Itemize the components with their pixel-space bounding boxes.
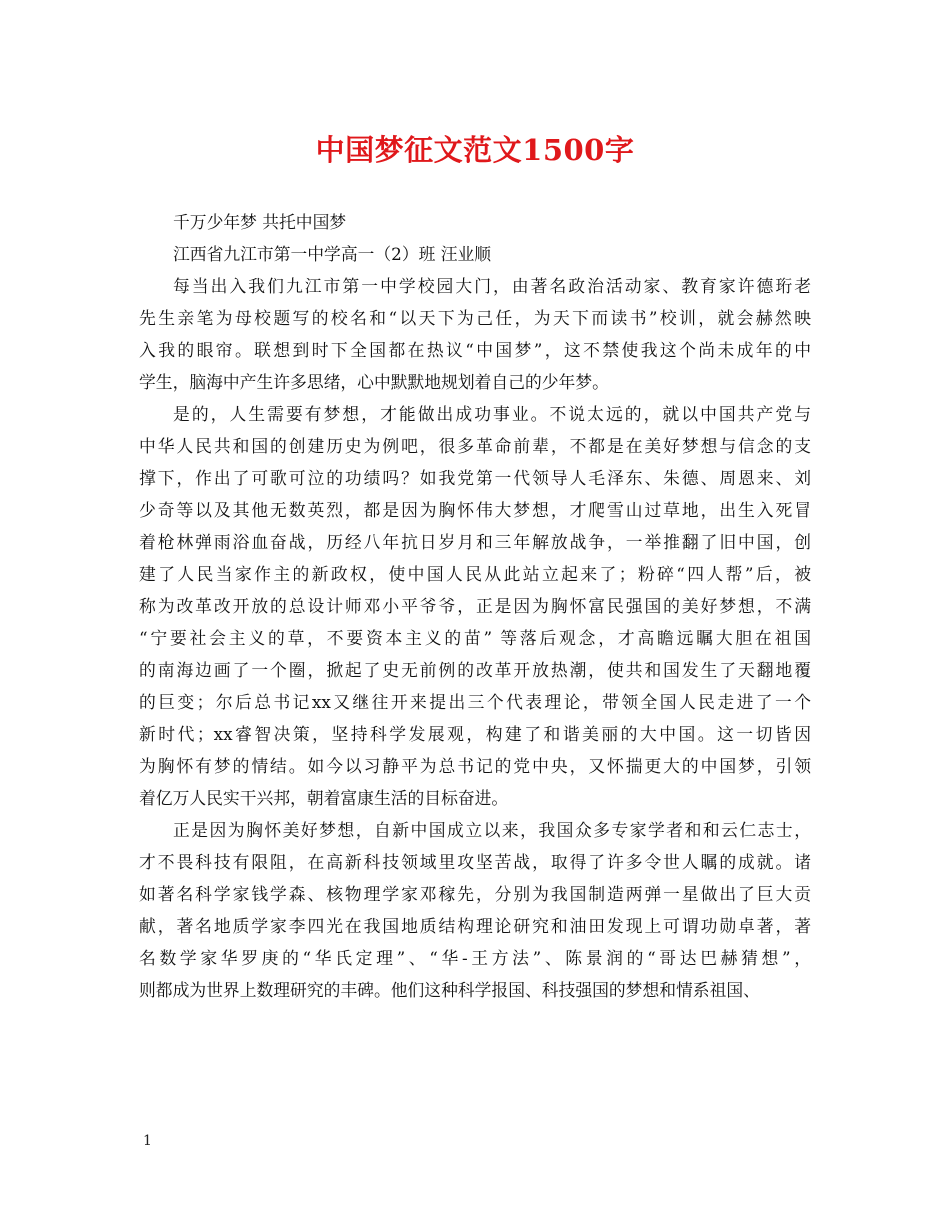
paragraph-line: 为胸怀有梦的情结。如今以习静平为总书记的党中央，又怀揣更大的中国梦，引领	[139, 756, 811, 776]
paragraph-line: 的巨变；尔后总书记xx又继往开来提出三个代表理论，带领全国人民走进了一个	[139, 692, 811, 712]
paragraph-line: 江西省九江市第一中学高一（2）班 汪业顺	[173, 244, 492, 264]
paragraph-line: 先生亲笔为母校题写的校名和“以天下为己任，为天下而读书”校训，就会赫然映	[139, 308, 811, 328]
paragraph-line: 才不畏科技有限阻，在高新科技领域里攻坚苦战，取得了许多令世人瞩的成就。诸	[139, 852, 811, 872]
document-body	[139, 206, 811, 1006]
paragraph-line: 称为改革改开放的总设计师邓小平爷爷，正是因为胸怀富民强国的美好梦想，不满	[139, 596, 811, 616]
paragraph-line: “宁要社会主义的草，不要资本主义的苗” 等落后观念，才高瞻远瞩大胆在祖国	[139, 628, 811, 648]
paragraph	[139, 398, 811, 814]
paragraph	[139, 238, 811, 270]
paragraph-line: 名数学家华罗庚的“华氏定理”、“华-王方法”、陈景润的“哥达巴赫猜想”，	[139, 948, 811, 968]
paragraph-line: 正是因为胸怀美好梦想，自新中国成立以来，我国众多专家学者和和云仁志士，	[173, 820, 811, 840]
paragraph-line: 是的，人生需要有梦想，才能做出成功事业。不说太远的，就以中国共产党与	[173, 404, 811, 424]
paragraph	[139, 270, 811, 398]
paragraph-line: 着枪林弹雨浴血奋战，历经八年抗日岁月和三年解放战争，一举推翻了旧中国，创	[139, 532, 811, 552]
paragraph-line: 献，著名地质学家李四光在我国地质结构理论研究和油田发现上可谓功勋卓著，著	[139, 916, 811, 936]
paragraph-line: 每当出入我们九江市第一中学校园大门，由著名政治活动家、教育家许德珩老	[173, 276, 811, 296]
paragraph-line: 新时代；xx睿智决策，坚持科学发展观，构建了和谐美丽的大中国。这一切皆因	[139, 724, 811, 744]
paragraph-line: 撑下，作出了可歌可泣的功绩吗？如我党第一代领导人毛泽东、朱德、周恩来、刘	[139, 468, 811, 488]
paragraph-line: 如著名科学家钱学森、核物理学家邓稼先，分别为我国制造两弹一星做出了巨大贡	[139, 884, 811, 904]
paragraph-line: 少奇等以及其他无数英烈，都是因为胸怀伟大梦想，才爬雪山过草地，出生入死冒	[139, 500, 811, 520]
paragraph-line: 着亿万人民实干兴邦，朝着富康生活的目标奋进。	[139, 788, 509, 808]
paragraph-line: 则都成为世界上数理研究的丰碑。他们这种科学报国、科技强国的梦想和情系祖国、	[139, 980, 760, 1000]
paragraph	[139, 206, 811, 238]
paragraph-line: 的南海边画了一个圈，掀起了史无前例的改革开放热潮，使共和国发生了天翻地覆	[139, 660, 811, 680]
paragraph-line: 入我的眼帘。联想到时下全国都在热议“中国梦”，这不禁使我这个尚未成年的中	[139, 340, 811, 360]
paragraph	[139, 814, 811, 1006]
paragraph-line: 千万少年梦 共托中国梦	[173, 212, 347, 232]
document-title: 中国梦征文范文1500字	[315, 133, 635, 167]
paragraph-line: 学生，脑海中产生许多思绪，心中默默地规划着自己的少年梦。	[139, 372, 609, 392]
paragraph-line: 中华人民共和国的创建历史为例吧，很多革命前辈，不都是在美好梦想与信念的支	[139, 436, 811, 456]
page-number: 1	[143, 1133, 152, 1149]
paragraph-line: 建了人民当家作主的新政权，使中国人民从此站立起来了；粉碎“四人帮”后，被	[139, 564, 811, 584]
